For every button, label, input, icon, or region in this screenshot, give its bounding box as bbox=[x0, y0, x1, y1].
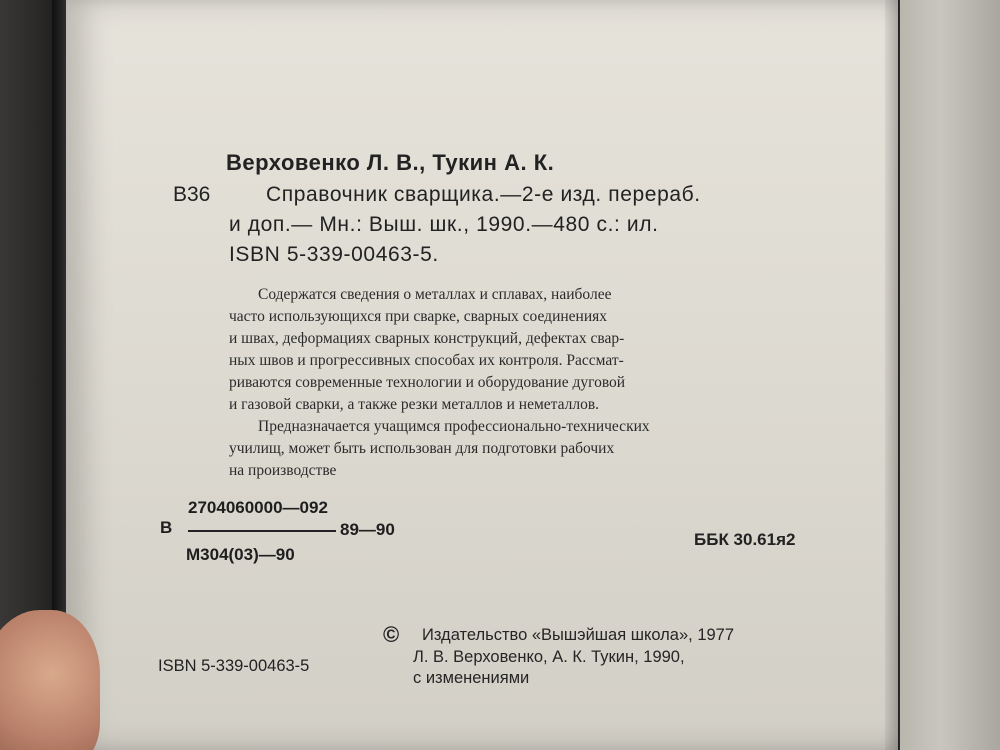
abstract-line: Предназначается учащимся профессионально-технических bbox=[258, 418, 650, 435]
catalog-denominator: М304(03)—90 bbox=[186, 545, 295, 564]
abstract-line: и газовой сварки, а также резки металлов и неметаллов. bbox=[229, 396, 600, 413]
copyright-line-1: Издательство «Вышэйшая школа», 1977 bbox=[422, 626, 735, 644]
catalog-letter: В bbox=[160, 518, 173, 537]
catalog-fraction-line bbox=[188, 530, 336, 532]
library-code: В36 bbox=[173, 183, 211, 206]
reference-line-2: и доп.— Мн.: Выш. шк., 1990.—480 с.: ил. bbox=[229, 213, 659, 236]
page-gutter-shadow bbox=[885, 0, 899, 750]
reference-line-1: Справочник сварщика.—2-е изд. перераб. bbox=[266, 183, 701, 206]
abstract-line: училищ, может быть использован для подготовки рабочих bbox=[229, 440, 615, 457]
abstract-line: и швах, деформациях сварных конструкций, дефектах свар- bbox=[229, 330, 625, 347]
abstract-line: ных швов и прогрессивных способах их контроля. Рассмат- bbox=[229, 352, 624, 369]
catalog-numerator: 2704060000—092 bbox=[188, 498, 328, 517]
copyright-line-3: с изменениями bbox=[413, 669, 530, 687]
isbn-line: ISBN 5-339-00463-5. bbox=[229, 243, 439, 266]
thumb-finger bbox=[0, 610, 100, 750]
abstract-line: на производстве bbox=[229, 462, 337, 479]
background-right bbox=[900, 0, 1000, 750]
catalog-suffix: 89—90 bbox=[340, 520, 395, 539]
authors-heading: Верховенко Л. В., Тукин А. К. bbox=[226, 150, 555, 175]
copyright-icon: © bbox=[383, 622, 400, 647]
copyright-line-2: Л. В. Верховенко, А. К. Тукин, 1990, bbox=[413, 648, 685, 666]
abstract-line: Содержатся сведения о металлах и сплавах, наиболее bbox=[258, 286, 612, 303]
abstract-line: риваются современные технологии и оборудование дуговой bbox=[229, 374, 626, 391]
bbk-code: ББК 30.61я2 bbox=[694, 530, 796, 549]
abstract-line: часто использующихся при сварке, сварных соединениях bbox=[229, 308, 608, 325]
isbn-footer: ISBN 5-339-00463-5 bbox=[158, 657, 310, 675]
